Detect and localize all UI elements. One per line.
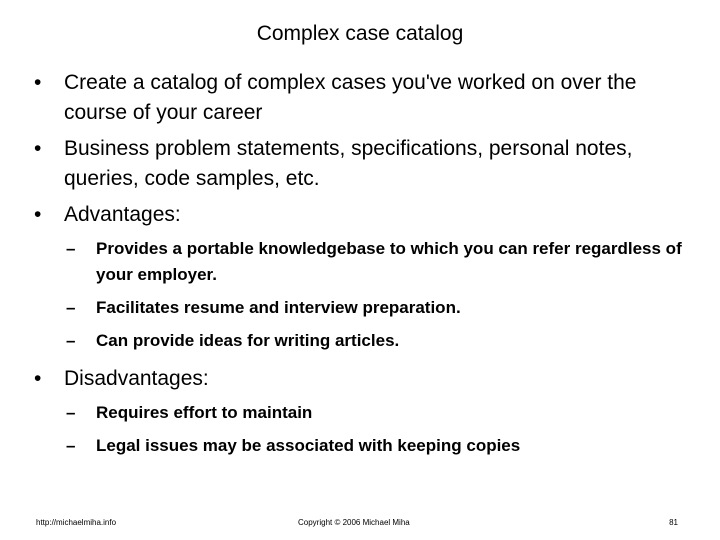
bullet-marker: •: [34, 203, 42, 226]
advantage-text: Provides a portable knowledgebase to which you can refer regardless of your employer.: [96, 239, 682, 284]
dash-marker: –: [66, 298, 76, 317]
slide-title: Complex case catalog: [256, 22, 464, 45]
dash-marker: –: [66, 436, 76, 455]
bullet-marker: •: [34, 137, 42, 160]
disadvantage-item-legal: [30, 433, 690, 459]
advantage-item-article-ideas: [30, 328, 690, 354]
bullet-marker: •: [34, 367, 42, 390]
advantage-text: Facilitates resume and interview preparation.: [96, 298, 461, 317]
slide-content: [30, 68, 690, 469]
bullet-marker: •: [34, 71, 42, 94]
advantage-item-portable-knowledgebase: [30, 236, 690, 288]
disadvantage-item-effort: [30, 400, 690, 426]
bullet-advantages: [30, 200, 690, 230]
footer-url: http://michaelmiha.info: [36, 518, 117, 527]
bullet-text: Advantages:: [64, 203, 181, 226]
advantage-item-resume-prep: [30, 295, 690, 321]
disadvantages-list: [30, 400, 690, 459]
bullet-business-problems: [30, 134, 690, 194]
bullet-text: Business problem statements, specifications, personal notes, queries, code samples, etc.: [64, 137, 633, 190]
footer-page-number: 81: [669, 518, 678, 527]
disadvantage-text: Requires effort to maintain: [96, 403, 313, 422]
footer-copyright: Copyright © 2006 Michael Miha: [298, 518, 410, 527]
bullet-disadvantages: [30, 364, 690, 394]
advantage-text: Can provide ideas for writing articles.: [96, 331, 400, 350]
disadvantage-text: Legal issues may be associated with keeping copies: [96, 436, 521, 455]
bullet-text: Create a catalog of complex cases you've worked on over the course of your career: [64, 71, 637, 124]
dash-marker: –: [66, 403, 76, 422]
bullet-create-catalog: [30, 68, 690, 128]
advantages-list: [30, 236, 690, 354]
dash-marker: –: [66, 239, 76, 258]
bullet-text: Disadvantages:: [64, 367, 209, 390]
dash-marker: –: [66, 331, 76, 350]
